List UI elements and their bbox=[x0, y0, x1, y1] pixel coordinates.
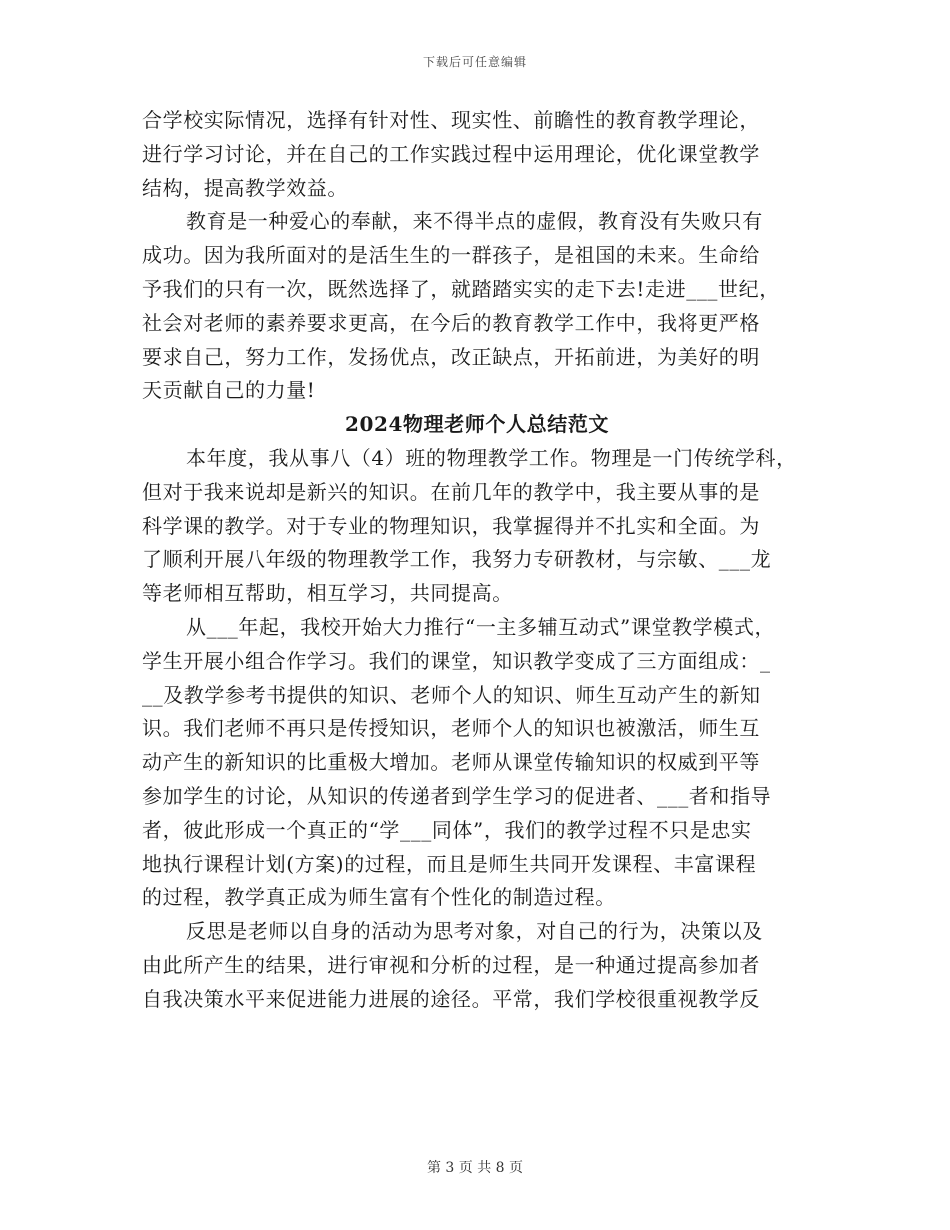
paragraph-start-line: 教育是一种爱心的奉献，来不得半点的虚假，教育没有失败只有 bbox=[186, 209, 763, 234]
body-line: 自我决策水平来促进能力进展的途径。平常，我们学校很重视教学反 bbox=[142, 986, 760, 1011]
body-line: 地执行课程计划(方案)的过程，而且是师生共同开发课程、丰富课程 bbox=[142, 851, 757, 876]
body-line: 等老师相互帮助，相互学习，共同提高。 bbox=[142, 581, 513, 606]
body-line: __及教学参考书提供的知识、老师个人的知识、师生互动产生的新知 bbox=[142, 682, 761, 707]
body-line: 动产生的新知识的比重极大增加。老师从课堂传输知识的权威到平等 bbox=[142, 750, 760, 775]
body-line: 合学校实际情况，选择有针对性、现实性、前瞻性的教育教学理论， bbox=[142, 108, 760, 132]
paragraph-start-line: 从___年起，我校开始大力推行“一主多辅互动式”课堂教学模式， bbox=[186, 614, 776, 639]
body-line: 予我们的只有一次，既然选择了，就踏踏实实的走下去!走进___世纪， bbox=[142, 276, 780, 301]
document-body bbox=[142, 104, 822, 1017]
body-line: 科学课的教学。对于专业的物理知识，我掌握得并不扎实和全面。为 bbox=[142, 513, 760, 538]
body-line: 要求自己，努力工作，发扬优点，改正缺点，开拓前进，为美好的明 bbox=[142, 344, 760, 369]
body-line: 天贡献自己的力量! bbox=[142, 378, 316, 403]
body-line: 社会对老师的素养要求更高，在今后的教育教学工作中，我将更严格 bbox=[142, 310, 760, 335]
section-title: 2024物理老师个人总结范文 bbox=[344, 412, 610, 437]
page-header-note: 下载后可任意编辑 bbox=[422, 55, 527, 69]
body-line: 但对于我来说却是新兴的知识。在前几年的教学中，我主要从事的是 bbox=[142, 479, 760, 504]
body-line: 成功。因为我所面对的是活生生的一群孩子，是祖国的未来。生命给 bbox=[142, 243, 760, 268]
body-line: 结构，提高教学效益。 bbox=[142, 175, 348, 200]
body-line: 识。我们老师不再只是传授知识，老师个人的知识也被激活，师生互 bbox=[142, 716, 760, 741]
body-line: 者，彼此形成一个真正的“学___同体”，我们的教学过程不只是忠实 bbox=[142, 817, 752, 842]
body-line: 的过程，教学真正成为师生富有个性化的制造过程。 bbox=[142, 885, 616, 910]
body-line: 了顺利开展八年级的物理教学工作，我努力专研教材，与宗敏、___龙 bbox=[142, 547, 772, 572]
body-line: 参加学生的讨论，从知识的传递者到学生学习的促进者、___者和指导 bbox=[142, 783, 772, 808]
body-line: 由此所产生的结果，进行审视和分析的过程，是一种通过提高参加者 bbox=[142, 952, 760, 977]
paragraph-start-line: 本年度，我从事八（4）班的物理教学工作。物理是一门传统学科， bbox=[186, 445, 797, 470]
body-line: 学生开展小组合作学习。我们的课堂，知识教学变成了三方面组成：_ bbox=[142, 648, 771, 673]
body-line: 进行学习讨论，并在自己的工作实践过程中运用理论，优化课堂教学 bbox=[142, 141, 760, 166]
paragraph-start-line: 反思是老师以自身的活动为思考对象，对自己的行为，决策以及 bbox=[186, 919, 763, 944]
page-number: 第 3 页 共 8 页 bbox=[426, 1160, 524, 1176]
